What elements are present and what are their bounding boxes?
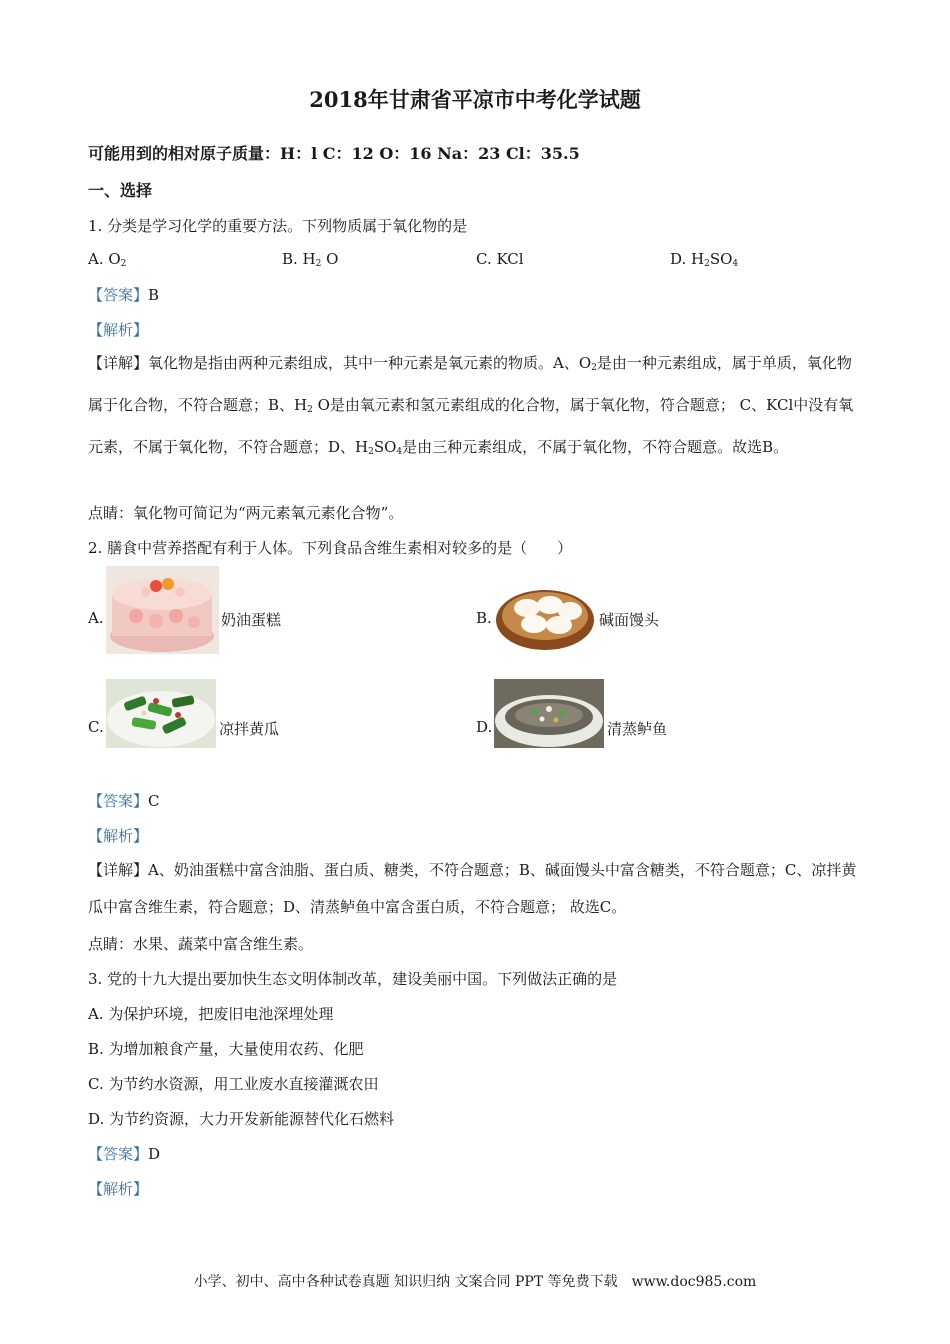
q1-option-c: C. KCl	[476, 250, 524, 268]
page-title: 2018年甘肃省平凉市中考化学试题	[309, 87, 641, 112]
q2-analysis-tag: 【解析】	[88, 827, 149, 845]
steamed-buns-image	[494, 578, 597, 654]
cream-cake-image	[106, 566, 219, 654]
q3-option-b: B. 为增加粮食产量，大量使用农药、化肥	[88, 1040, 364, 1058]
q2-option-b-letter: B.	[476, 609, 492, 627]
q1-option-d: D. $H_2SO_4$	[670, 250, 739, 269]
q1-stem: 1. 分类是学习化学的重要方法。下列物质属于氧化物的是	[88, 217, 468, 235]
q2-option-c-letter: C.	[88, 718, 104, 736]
q3-option-d: D. 为节约资源，大力开发新能源替代化石燃料	[88, 1110, 395, 1128]
answer-tag: 【答案】	[88, 286, 149, 304]
q2-option-b-label: 碱面馒头	[599, 611, 660, 629]
q1-option-a: A. $O_2$	[88, 250, 127, 269]
q1-option-b: B. $H_2$ O	[282, 250, 339, 269]
q2-option-a-letter: A.	[88, 609, 104, 627]
q2-detail: 【详解】A、奶油蛋糕中富含油脂、蛋白质、糖类，不符合题意；B、碱面馒头中富含糖类，不符合题意；C、凉拌黄瓜中富含维生素，符合题意；D、清蒸鲈鱼中富含蛋白质，不符合题意； 故选C。	[88, 861, 857, 916]
page-footer: 小学、初中、高中各种试卷真题 知识归纳 文案合同 PPT 等免费下载 www.doc985.com	[193, 1274, 757, 1290]
q2-option-d-label: 清蒸鲈鱼	[607, 720, 668, 738]
atomic-mass-line: 可能用到的相对原子质量：H：l C：12 O：16 Na：23 Cl：35.5	[88, 144, 580, 163]
q2-answer: 【答案】C	[88, 792, 160, 810]
q1-tip: 点睛：氧化物可简记为“两元素氧元素化合物”。	[88, 504, 404, 522]
q3-answer: 【答案】D	[88, 1145, 161, 1163]
q2-stem: 2. 膳食中营养搭配有利于人体。下列食品含维生素相对较多的是（ ）	[88, 539, 573, 557]
q1-detail: 【详解】氧化物是指由两种元素组成，其中一种元素是氧元素的物质。A、$O_2$是由一种元素组成，属于单质，氧化物属于化合物，不符合题意；B、$H_2$ O是由氧元素和氢元素组成的化合物，属于氧化物，符合题意； C、KCl中没有氧元素，不属于氧化物，不符合题意；D、$H_2SO_4$是由三种元素组成，不属于氧化物，不符合题意。故选B。	[88, 354, 854, 457]
q2-option-d-letter: D.	[476, 718, 493, 736]
cucumber-salad-image	[106, 679, 216, 748]
section-heading: 一、选择	[88, 181, 153, 200]
q3-option-a: A. 为保护环境，把废旧电池深埋处理	[88, 1005, 334, 1023]
q3-stem: 3. 党的十九大提出要加快生态文明体制改革，建设美丽中国。下列做法正确的是	[88, 970, 618, 988]
steamed-fish-image	[494, 679, 604, 748]
q3-analysis-tag: 【解析】	[88, 1180, 149, 1198]
q1-answer: 【答案】B	[88, 286, 160, 304]
q2-option-a-label: 奶油蛋糕	[221, 611, 282, 629]
q2-tip: 点睛：水果、蔬菜中富含维生素。	[88, 935, 314, 953]
q3-option-c: C. 为节约水资源，用工业废水直接灌溉农田	[88, 1075, 379, 1093]
q1-analysis-tag: 【解析】	[88, 321, 149, 339]
q2-option-c-label: 凉拌黄瓜	[219, 720, 280, 738]
